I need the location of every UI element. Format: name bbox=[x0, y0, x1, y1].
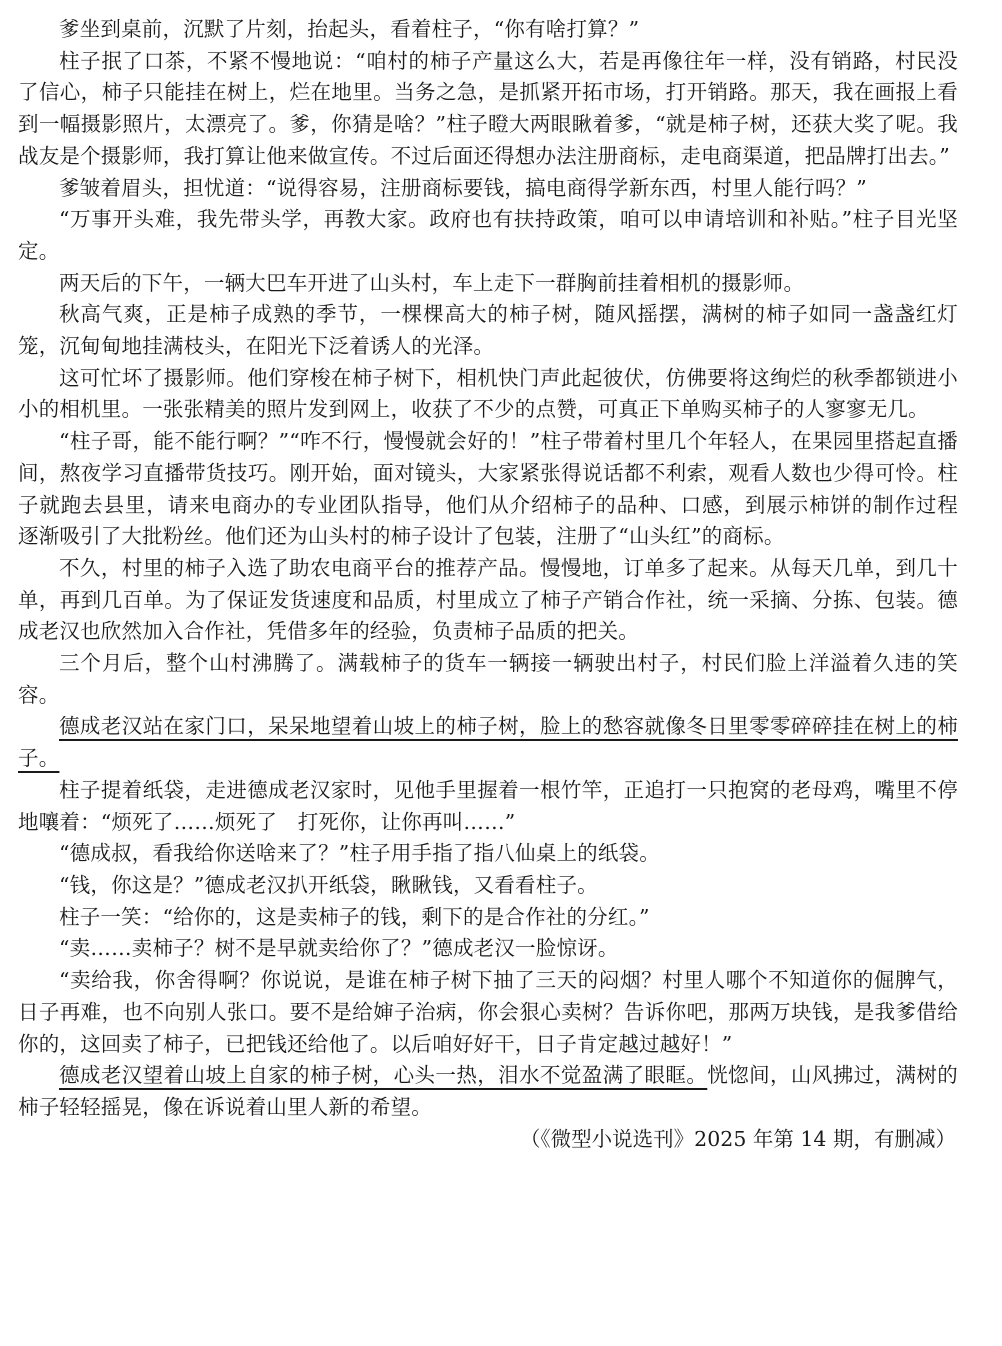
source-citation: （《微型小说选刊》2025 年第 14 期，有删减） bbox=[519, 1126, 956, 1151]
paragraph-6: 秋高气爽，正是柿子成熟的季节，一棵棵高大的柿子树，随风摇摆，满树的柿子如同一盏盏红灯笼，沉甸甸地挂满枝头，在阳光下泛着诱人的光泽。 bbox=[18, 302, 958, 359]
paragraph-13: “德成叔，看我给你送啥来了？”柱子用手指了指八仙桌上的纸袋。 bbox=[59, 841, 660, 866]
underlined-sentence: 德成老汉望着山坡上自家的柿子树，心头一热，泪水不觉盈满了眼眶。 bbox=[59, 1063, 708, 1088]
paragraph-14: “钱，你这是？”德成老汉扒开纸袋，瞅瞅钱，又看看柱子。 bbox=[59, 872, 598, 897]
paragraph-4: “万事开头难，我先带头学，再教大家。政府也有扶持政策，咱可以申请培训和补贴。”柱子目光坚定。 bbox=[18, 207, 958, 263]
paragraph-8: “柱子哥，能不能行啊？”“咋不行，慢慢就会好的！”柱子带着村里几个年轻人，在果园里搭起直播间，熬夜学习直播带货技巧。刚开始，面对镜头，大家紧张得说话都不利索，观看人数也少得可怜。柱子就跑去县里，请来电商办的专业团队指导，他们从介绍柿子的品种、口感，到展示柿饼的制作过程 逐渐吸引了大批粉丝。他们还为山头村的柿子设计了包装，注册了“山头红”的商标。 bbox=[18, 429, 979, 549]
paragraph-16: “卖……卖柿子？树不是早就卖给你了？”德成老汉一脸惊讶。 bbox=[59, 936, 619, 961]
paragraph-18 bbox=[18, 1060, 958, 1123]
paragraph-7: 这可忙坏了摄影师。他们穿梭在柿子树下，相机快门声此起彼伏，仿佛要将这绚烂的秋季都锁进小小的相机里。一张张精美的照片发到网上，收获了不少的点赞，可真正下单购买柿子的人寥寥无几。 bbox=[18, 365, 958, 422]
paragraph-15: 柱子一笑：“给你的，这是卖柿子的钱，剩下的是合作社的分红。” bbox=[59, 904, 650, 929]
paragraph-1: 爹坐到桌前，沉默了片刻，抬起头，看着柱子，“你有啥打算？” bbox=[59, 17, 640, 41]
paragraph-11-underlined: 德成老汉站在家门口，呆呆地望着山坡上的柿子树，脸上的愁容就像冬日里零零碎碎挂在树上的柿子。 bbox=[18, 714, 958, 771]
paragraph-10: 三个月后，整个山村沸腾了。满载柿子的货车一辆接一辆驶出村子，村民们脸上洋溢着久违的笑容。 bbox=[18, 651, 958, 707]
paragraph-17: “卖给我，你舍得啊？你说说，是谁在柿子树下抽了三天的闷烟？村里人哪个不知道你的倔脾气，日子再难，也不向别人张口。要不是给婶子治病，你会狠心卖树？告诉你吧，那两万块钱，是我爹借给你的，这回卖了柿子，已把钱还给他了。以后咱好好干，日子肯定越过越好！” bbox=[18, 968, 958, 1056]
paragraph-5: 两天后的下午，一辆大巴车开进了山头村，车上走下一群胸前挂着相机的摄影师。 bbox=[59, 270, 805, 295]
paragraph-2: 柱子抿了口茶，不紧不慢地说：“咱村的柿子产量这么大，若是再像往年一样，没有销路，村民没了信心，柿子只能挂在树上，烂在地里。当务之急，是抓紧开拓市场，打开销路。那天，我在画报上看到一幅摄影照片，太漂亮了。爹，你猜是啥？”柱子瞪大两眼瞅着爹，“就是柿子树，还获大奖了呢。我战友是个摄影师，我打算让他来做宣传。不过后面还得想办法注册商标，走电商渠道，把品牌打出去。” bbox=[18, 48, 958, 168]
paragraph-9: 不久，村里的柿子入选了助农电商平台的推荐产品。慢慢地，订单多了起来。从每天几单，到几十单，再到几百单。为了保证发货速度和品质，村里成立了柿子产销合作社，统一采摘、分拣、包装。德成老汉也欣然加入合作社，凭借多年的经验，负责柿子品质的把关。 bbox=[18, 555, 958, 644]
document-page bbox=[18, 14, 979, 1155]
paragraph-12: 柱子提着纸袋，走进德成老汉家时，见他手里握着一根竹竿，正追打一只抱窝的老母鸡，嘴里不停地嚷着：“烦死了……烦死了 打死你，让你再叫……” bbox=[18, 777, 958, 834]
paragraph-18-rest: 恍惚间，山风拂过，满树的柿子轻轻摇晃，像在诉说着山里人新的希望。 bbox=[18, 1063, 958, 1119]
paragraph-3: 爹皱着眉头，担忧道：“说得容易，注册商标要钱，搞电商得学新东西，村里人能行吗？” bbox=[59, 175, 867, 200]
